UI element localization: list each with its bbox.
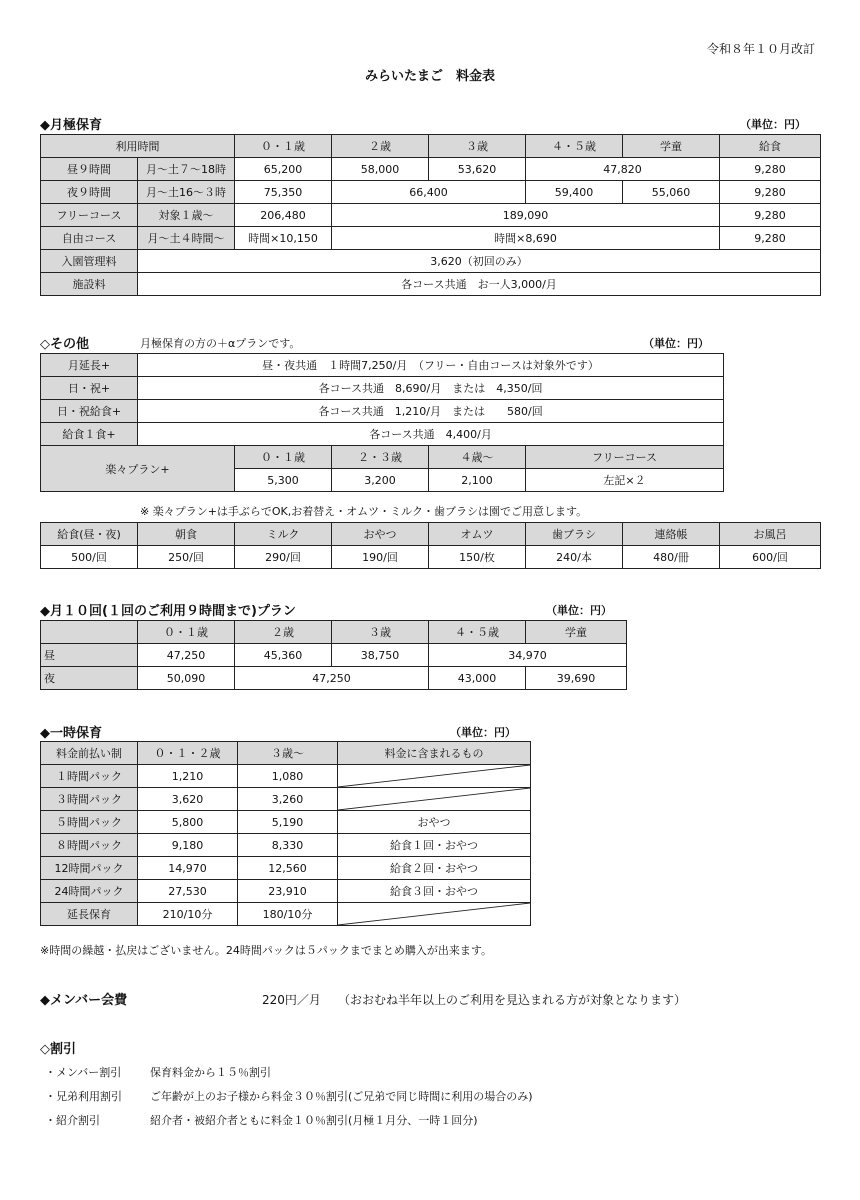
row-label: ３時間パック [41, 788, 138, 811]
ten-header: ４・５歳 [429, 621, 526, 644]
temp-heading: ◆一時保育 [40, 726, 102, 741]
meal-cell: 9,280 [720, 204, 821, 227]
other-unit: （単位：円） [643, 337, 709, 350]
header-school: 学童 [623, 135, 720, 158]
price-cell: 1,080 [238, 765, 338, 788]
row-time: 月〜土７〜18時 [138, 158, 235, 181]
price-cell: 38,750 [332, 644, 429, 667]
row-label: フリーコース [41, 204, 138, 227]
raku-value: 3,200 [332, 469, 429, 492]
member-heading: ◆メンバー会費 [40, 993, 128, 1008]
facility-fee-value: 各コース共通 お一人3,000/月 [138, 273, 821, 296]
corner-cell [41, 621, 138, 644]
slashed-cell [338, 765, 531, 788]
row-label: 月延長+ [41, 354, 138, 377]
price-cell: 189,090 [332, 204, 720, 227]
item-header: 給食(昼・夜) [41, 523, 138, 546]
slashed-cell [338, 788, 531, 811]
raku-plan-label: 楽々プラン+ [41, 446, 235, 492]
member-description: （おおむね半年以上のご利用を見込まれる方が対象となります） [338, 993, 687, 1007]
ten-plan-table [40, 620, 627, 690]
price-cell: 23,910 [238, 880, 338, 903]
monthly-table [40, 134, 821, 296]
raku-value: 2,100 [429, 469, 526, 492]
table-row [41, 903, 531, 926]
table-row [41, 181, 821, 204]
price-cell: 47,820 [526, 158, 720, 181]
price-cell: 58,000 [332, 158, 429, 181]
row-value: 昼・夜共通 １時間7,250/月 （フリー・自由コースは対象外です） [138, 354, 724, 377]
header-age-3: ３歳 [429, 135, 526, 158]
table-row [41, 400, 724, 423]
item-header: 朝食 [138, 523, 235, 546]
page-title: みらいたまご 料金表 [364, 69, 495, 84]
table-row [41, 273, 821, 296]
included-cell: 給食３回・おやつ [338, 880, 531, 903]
monthly-heading: ◆月極保育 [40, 118, 102, 133]
row-label: 給食１食+ [41, 423, 138, 446]
temp-header: 料金に含まれるもの [338, 742, 531, 765]
item-header: お風呂 [720, 523, 821, 546]
table-row [41, 423, 724, 446]
row-time: 月〜土４時間〜 [138, 227, 235, 250]
raku-note: ※ 楽々プラン+は手ぶらでOK,お着替え・オムツ・ミルク・歯ブラシは園でご用意します。 [140, 505, 588, 518]
item-price: 240/本 [526, 546, 623, 569]
price-cell: 時間×10,150 [235, 227, 332, 250]
price-cell: 75,350 [235, 181, 332, 204]
temp-header: ０・１・２歳 [138, 742, 238, 765]
row-label: 日・祝+ [41, 377, 138, 400]
price-cell: 47,250 [235, 667, 429, 690]
table-row [41, 788, 531, 811]
entry-fee-value: 3,620（初回のみ） [138, 250, 821, 273]
row-label: ５時間パック [41, 811, 138, 834]
table-row [41, 227, 821, 250]
price-cell: 9,180 [138, 834, 238, 857]
item-header: 歯ブラシ [526, 523, 623, 546]
table-row [41, 250, 821, 273]
header-age-2: ２歳 [332, 135, 429, 158]
discount-label: ・紹介割引 [45, 1114, 100, 1127]
included-cell: 給食１回・おやつ [338, 834, 531, 857]
meal-cell: 9,280 [720, 227, 821, 250]
temp-header: 料金前払い制 [41, 742, 138, 765]
discount-text: 保育料金から１５％割引 [150, 1066, 271, 1079]
header-age-45: ４・５歳 [526, 135, 623, 158]
price-cell: 3,260 [238, 788, 338, 811]
items-table [40, 522, 821, 569]
meal-cell: 9,280 [720, 158, 821, 181]
item-header: 連絡帳 [623, 523, 720, 546]
price-cell: 27,530 [138, 880, 238, 903]
ten-plan-heading: ◆月１０回(１回のご利用９時間まで)プラン [40, 604, 296, 619]
raku-value: 左記×２ [526, 469, 724, 492]
entry-fee-label: 入園管理料 [41, 250, 138, 273]
price-cell: 1,210 [138, 765, 238, 788]
revision-date: 令和８年１０月改訂 [706, 42, 815, 56]
price-cell: 45,360 [235, 644, 332, 667]
temp-note: ※時間の繰越・払戻はございません。24時間パックは５パックまでまとめ購入が出来ます。 [40, 944, 492, 957]
meal-cell: 9,280 [720, 181, 821, 204]
row-time: 月〜土16〜３時 [138, 181, 235, 204]
price-cell: 8,330 [238, 834, 338, 857]
other-table [40, 353, 724, 492]
discount-label: ・メンバー割引 [45, 1066, 122, 1079]
member-fee: 220円／月 [262, 993, 321, 1007]
item-price: 290/回 [235, 546, 332, 569]
row-label: ８時間パック [41, 834, 138, 857]
row-label: １時間パック [41, 765, 138, 788]
temp-unit: （単位：円） [450, 726, 516, 739]
row-label: 日・祝給食+ [41, 400, 138, 423]
discount-label: ・兄弟利用割引 [45, 1090, 122, 1103]
ten-header: ３歳 [332, 621, 429, 644]
table-row [41, 811, 531, 834]
table-row [41, 765, 531, 788]
ten-header: ０・１歳 [138, 621, 235, 644]
discount-heading: ◇割引 [40, 1042, 76, 1057]
table-row [41, 354, 724, 377]
header-age-01: ０・１歳 [235, 135, 332, 158]
price-cell: 50,090 [138, 667, 235, 690]
temp-table [40, 741, 531, 926]
item-price: 480/冊 [623, 546, 720, 569]
item-price: 600/回 [720, 546, 821, 569]
discount-text: 紹介者・被紹介者ともに料金１０％割引(月極１月分、一時１回分) [150, 1114, 478, 1127]
price-cell: 53,620 [429, 158, 526, 181]
raku-header: ０・１歳 [235, 446, 332, 469]
slashed-cell [338, 903, 531, 926]
item-price: 250/回 [138, 546, 235, 569]
other-description: 月極保育の方の＋αプランです。 [140, 337, 301, 350]
price-cell: 47,250 [138, 644, 235, 667]
row-label: 夜９時間 [41, 181, 138, 204]
price-cell: 5,800 [138, 811, 238, 834]
header-usage-time: 利用時間 [41, 135, 235, 158]
row-label: 12時間パック [41, 857, 138, 880]
price-cell: 66,400 [332, 181, 526, 204]
table-row [41, 158, 821, 181]
row-label: 延長保育 [41, 903, 138, 926]
price-cell: 43,000 [429, 667, 526, 690]
price-cell: 14,970 [138, 857, 238, 880]
price-cell: 206,480 [235, 204, 332, 227]
temp-header: ３歳〜 [238, 742, 338, 765]
row-label: 24時間パック [41, 880, 138, 903]
row-value: 各コース共通 8,690/月 または 4,350/回 [138, 377, 724, 400]
included-cell: 給食２回・おやつ [338, 857, 531, 880]
included-cell: おやつ [338, 811, 531, 834]
monthly-unit: （単位：円） [740, 118, 806, 131]
row-label: 夜 [41, 667, 138, 690]
raku-value: 5,300 [235, 469, 332, 492]
price-cell: 34,970 [429, 644, 627, 667]
table-row [41, 667, 627, 690]
item-price: 190/回 [332, 546, 429, 569]
discount-text: ご年齢が上のお子様から料金３０％割引(ご兄弟で同じ時間に利用の場合のみ) [150, 1090, 533, 1103]
price-cell: 時間×8,690 [332, 227, 720, 250]
row-label: 昼９時間 [41, 158, 138, 181]
ten-header: ２歳 [235, 621, 332, 644]
price-cell: 55,060 [623, 181, 720, 204]
row-value: 各コース共通 1,210/月 または 580/回 [138, 400, 724, 423]
row-label: 自由コース [41, 227, 138, 250]
row-label: 昼 [41, 644, 138, 667]
header-meal: 給食 [720, 135, 821, 158]
table-row [41, 204, 821, 227]
price-cell: 65,200 [235, 158, 332, 181]
raku-header: フリーコース [526, 446, 724, 469]
row-value: 各コース共通 4,400/月 [138, 423, 724, 446]
price-cell: 5,190 [238, 811, 338, 834]
table-row [41, 834, 531, 857]
table-row [41, 880, 531, 903]
price-cell: 210/10分 [138, 903, 238, 926]
price-cell: 39,690 [526, 667, 627, 690]
raku-header: ４歳〜 [429, 446, 526, 469]
table-row [41, 644, 627, 667]
table-row [41, 377, 724, 400]
item-header: ミルク [235, 523, 332, 546]
ten-header: 学童 [526, 621, 627, 644]
table-row [41, 857, 531, 880]
price-cell: 3,620 [138, 788, 238, 811]
item-header: オムツ [429, 523, 526, 546]
ten-plan-unit: （単位：円） [546, 604, 612, 617]
item-header: おやつ [332, 523, 429, 546]
row-time: 対象１歳〜 [138, 204, 235, 227]
price-cell: 12,560 [238, 857, 338, 880]
table-row [41, 546, 821, 569]
other-heading: ◇その他 [40, 337, 89, 352]
raku-header: ２・３歳 [332, 446, 429, 469]
price-cell: 59,400 [526, 181, 623, 204]
price-cell: 180/10分 [238, 903, 338, 926]
item-price: 150/枚 [429, 546, 526, 569]
facility-fee-label: 施設料 [41, 273, 138, 296]
item-price: 500/回 [41, 546, 138, 569]
